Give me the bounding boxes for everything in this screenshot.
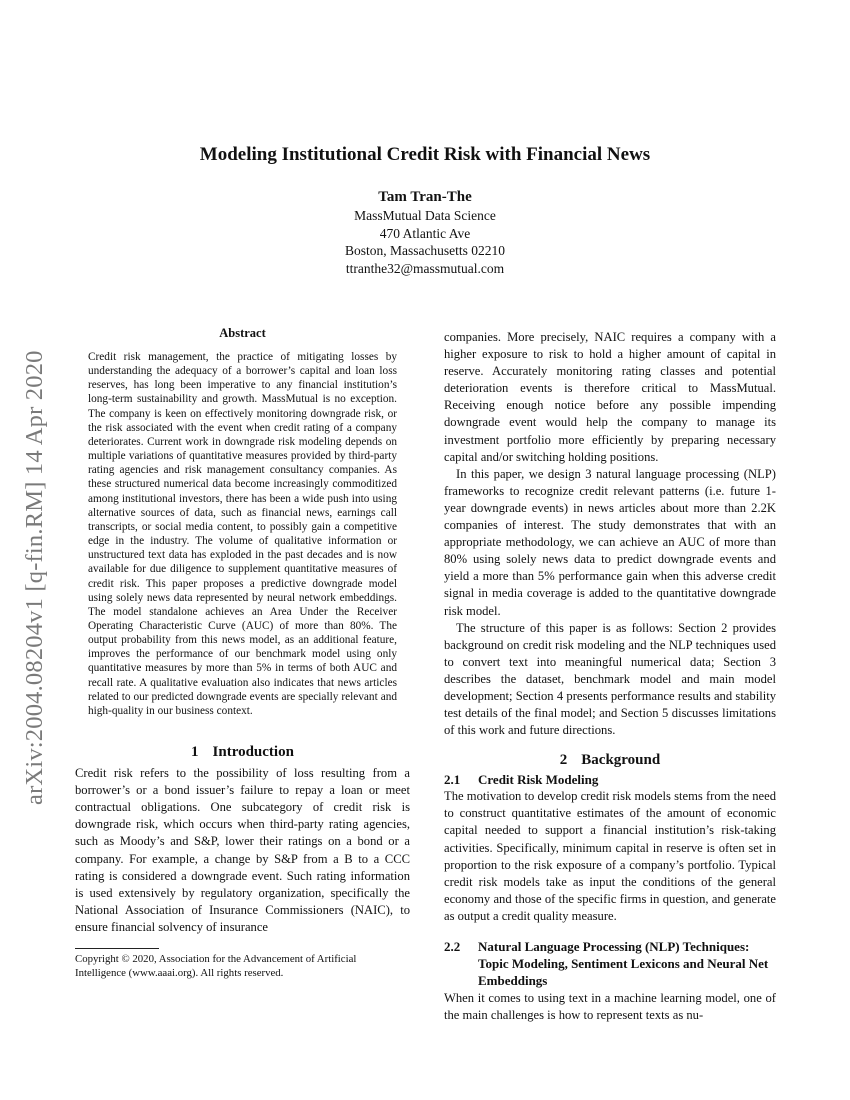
- copyright-footnote: Copyright © 2020, Association for the Advancement of Artificial Intelligence (www.aaai.org). All rights reserved.: [75, 953, 357, 979]
- section-title: Background: [581, 752, 661, 769]
- section-number: 1: [191, 744, 199, 761]
- author-block: [0, 188, 850, 277]
- credit-risk-modeling-paragraph: The motivation to develop credit risk models stems from the need to construct quantitative estimates of the amount of economic capital needed to support a financial institution’s risk-taking activities. Specifically, minimum capital in reserve is often set in proportion to the risk exposure of a company’s portfolio. Typical credit risk models take as input the conditions of the general economy and those of the specific firms in question, and generate as output a credit quality measure.: [444, 789, 776, 923]
- author-affiliation: MassMutual Data Science: [354, 208, 496, 223]
- author-address-line1: 470 Atlantic Ave: [379, 225, 471, 241]
- left-column: [75, 326, 410, 980]
- abstract-heading: Abstract: [219, 326, 266, 340]
- arxiv-identifier-stamp: arXiv:2004.08204v1 [q-fin.RM] 14 Apr 2020: [21, 350, 48, 805]
- introduction-paragraph-continued: companies. More precisely, NAIC requires a company with a higher exposure to risk to hold a higher amount of capital in reserve. Accurately monitoring rating classes and potential deterioration events is therefore critical to MassMutual. Receiving enough notice before any possible impending downgrade event would help the company to manage its investment portfolio more efficiently by preparing necessary capital and/or switching holding positions.: [444, 330, 776, 464]
- author-address-line2: Boston, Massachusetts 02210: [344, 243, 506, 258]
- subsection-title: Credit Risk Modeling: [478, 772, 599, 788]
- subsection-title: Natural Language Processing (NLP) Techniques: Topic Modeling, Sentiment Lexicons and Neural Net Embeddings: [478, 939, 769, 988]
- author-email: ttranthe32@massmutual.com: [345, 260, 505, 276]
- introduction-paragraph-structure: The structure of this paper is as follows: Section 2 provides background on credit risk modeling and the NLP techniques used to convert text into meaningful numerical data; Section 3 describes the dataset, benchmark model and main model development; Section 4 presents performance results and stability test details of the final model; and Section 5 discusses limitations of this work and future directions.: [444, 620, 776, 738]
- introduction-paragraph-contributions: In this paper, we design 3 natural language processing (NLP) frameworks to recognize credit relevant patterns (i.e. future 1-year downgrade events) in news articles about more than 2.2K companies of interest. The study demonstrates that with an appropriate methodology, we can achieve an AUC of more than 80% using solely news data to predict downgrade events and yield a more than 5% performance gain when this adverse credit signal in media coverage is added to the quantitative downgrade risk model.: [444, 466, 776, 618]
- subsection-2-1-heading: [444, 771, 776, 788]
- right-column: [444, 329, 776, 1024]
- nlp-techniques-paragraph: When it comes to using text in a machine learning model, one of the main challenges is how to represent texts as nu-: [444, 991, 776, 1023]
- section-title: Introduction: [212, 744, 294, 761]
- author-name: Tam Tran-The: [378, 189, 472, 205]
- introduction-paragraph: Credit risk refers to the possibility of loss resulting from a borrower’s or a bond issuer’s failure to repay a loan or meet contractual obligations. One subcategory of credit risk is downgrade risk, which occurs when third-party rating agencies, such as Moody’s and S&P, lower their ratings on a bond or a company. For example, a change by S&P from a B to a CCC rating is considered a downgrade event. Such rating information is used extensively by regulatory organization, specifically the National Association of Insurance Commissioners (NAIC), to ensure financial solvency of insurance: [75, 766, 410, 934]
- paper-title: Modeling Institutional Credit Risk with Financial News: [199, 143, 651, 165]
- subsection-2-2-heading: [444, 938, 776, 989]
- section-number: 2: [559, 752, 568, 769]
- abstract-body: Credit risk management, the practice of mitigating losses by understanding the adequacy of a borrower’s capital and loan loss reserves, has long been imperative to any financial institution’s long-term sustainability and growth. MassMutual is no exception. The company is keen on effectively monitoring downgrade risk, or the risk associated with the event when credit rating of a company deteriorates. Current work in downgrade risk modeling depends on multiple variations of quantitative measures provided by third-party rating agencies and risk management consultancy companies. As these structured numerical data become increasingly commoditized among institutional investors, there has been a wide push into using alternative sources of data, such as financial news, earnings call transcripts, or social media content, to possibly gain a competitive edge in the industry. The volume of qualitative information or unstructured text data has exploded in the past decades and is now available for due diligence to supplement quantitative measures of credit risk. This paper proposes a predictive downgrade model using solely news data represented by neural network embeddings. The model standalone achieves an Area Under the Receiver Operating Characteristic Curve (AUC) of more than 80%. The output probability from this news model, as an additional feature, improves the performance of our benchmark model using only quantitative measures by more than 5% in terms of both AUC and recall rate. A qualitative evaluation also indicates that news articles related to our predicted downgrade events are specially relevant and high-quality in our business context.: [88, 351, 397, 717]
- introduction-heading: [75, 744, 410, 761]
- footnote-divider: [75, 948, 159, 949]
- background-heading: [444, 752, 776, 769]
- subsection-number: 2.1: [444, 772, 461, 788]
- subsection-number: 2.2: [444, 939, 461, 954]
